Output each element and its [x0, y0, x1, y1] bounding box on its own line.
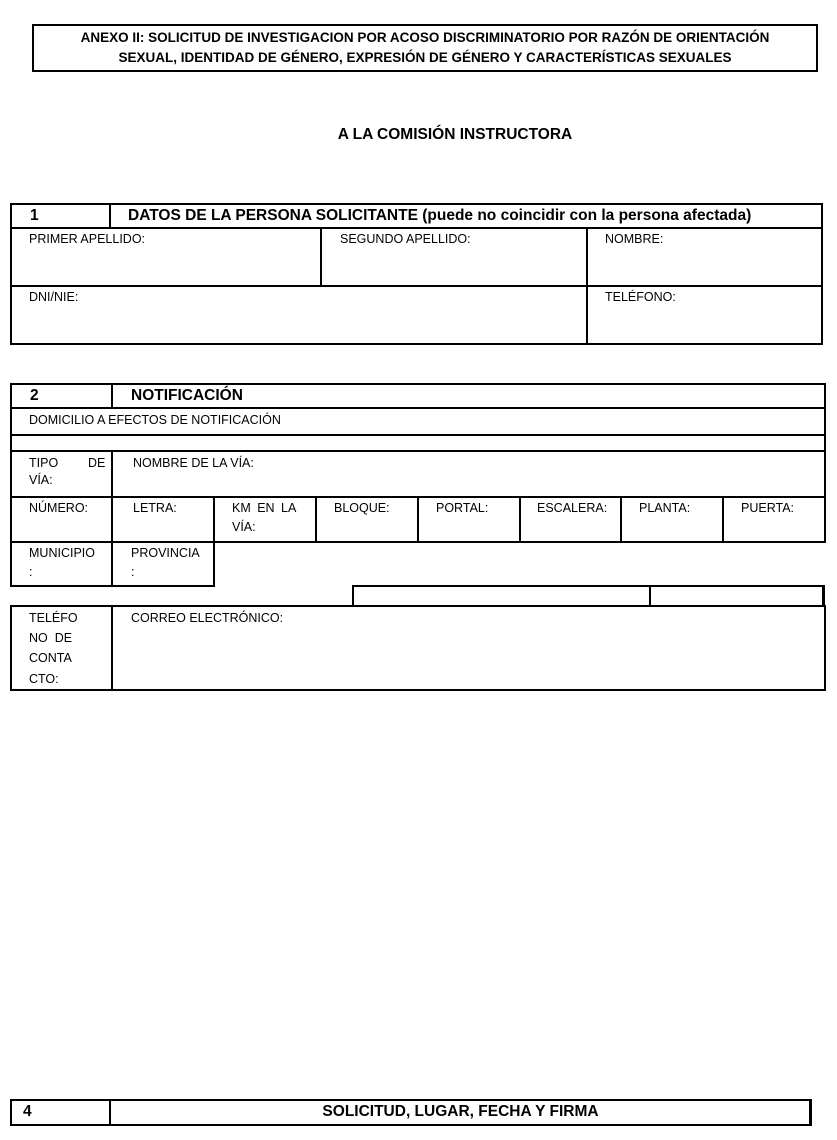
nombre-field[interactable] — [588, 229, 821, 285]
nombre-label: NOMBRE: — [605, 232, 664, 246]
domicilio-blank-row[interactable] — [12, 436, 824, 450]
escalera-field[interactable] — [521, 498, 620, 542]
km-via-label-a: KM EN LA — [232, 501, 297, 515]
tipo-via-label-c: VÍA: — [29, 473, 53, 487]
numero-field[interactable] — [12, 498, 111, 542]
municipio-label-a: MUNICIPIO — [29, 546, 95, 560]
portal-label: PORTAL: — [436, 501, 489, 515]
section1-number: 1 — [30, 207, 39, 224]
document-title-line2: SEXUAL, IDENTIDAD DE GÉNERO, EXPRESIÓN DE GÉNERO Y CARACTERÍSTICAS SEXUALES — [118, 50, 732, 65]
km-via-field[interactable] — [215, 498, 315, 542]
puerta-label: PUERTA: — [741, 501, 795, 515]
section4-title: SOLICITUD, LUGAR, FECHA Y FIRMA — [322, 1103, 599, 1120]
telefono-label: TELÉFONO: — [605, 290, 676, 304]
km-via-label-b: VÍA: — [232, 520, 256, 534]
primer-apellido-label: PRIMER APELLIDO: — [29, 232, 146, 246]
telefono-contacto-label-a: TELÉFO — [29, 611, 78, 625]
segundo-apellido-label: SEGUNDO APELLIDO: — [340, 232, 471, 246]
letra-field[interactable] — [113, 498, 213, 542]
correo-label: CORREO ELECTRÓNICO: — [131, 611, 284, 625]
section4-number: 4 — [23, 1103, 32, 1120]
bloque-field[interactable] — [317, 498, 417, 542]
blank-field-b[interactable] — [651, 587, 821, 605]
dni-nie-label: DNI/NIE: — [29, 290, 79, 304]
tipo-via-field[interactable] — [12, 452, 111, 496]
provincia-label-b: : — [131, 565, 135, 579]
correo-field[interactable] — [113, 607, 824, 689]
tipo-via-label-b: DE — [88, 456, 106, 470]
dni-nie-field[interactable] — [12, 287, 586, 343]
section2-number: 2 — [30, 387, 39, 404]
document-title-line1: ANEXO II: SOLICITUD DE INVESTIGACION POR ACOSO DISCRIMINATORIO POR RAZÓN DE ORIENTACIÓN — [80, 30, 770, 45]
provincia-label-a: PROVINCIA — [131, 546, 200, 560]
puerta-field[interactable] — [724, 498, 824, 542]
primer-apellido-field[interactable] — [12, 229, 320, 285]
tipo-via-label-a: TIPO — [29, 456, 59, 470]
municipio-label-b: : — [29, 565, 33, 579]
bloque-label: BLOQUE: — [334, 501, 390, 515]
escalera-label: ESCALERA: — [537, 501, 608, 515]
planta-field[interactable] — [622, 498, 722, 542]
telefono-field[interactable] — [588, 287, 821, 343]
nombre-via-label: NOMBRE DE LA VÍA: — [133, 456, 254, 470]
document-title-box — [32, 24, 818, 72]
section1-title: DATOS DE LA PERSONA SOLICITANTE (puede no coincidir con la persona afectada) — [128, 207, 752, 224]
planta-label: PLANTA: — [639, 501, 691, 515]
segundo-apellido-field[interactable] — [322, 229, 586, 285]
addressee-heading: A LA COMISIÓN INSTRUCTORA — [337, 126, 573, 143]
telefono-contacto-label-c: CONTA — [29, 651, 72, 665]
nombre-via-field[interactable] — [113, 452, 824, 496]
section1-number-divider — [109, 203, 111, 228]
telefono-contacto-label-b: NO DE — [29, 631, 73, 645]
section2-title: NOTIFICACIÓN — [131, 387, 243, 404]
provincia-field[interactable] — [113, 543, 213, 585]
telefono-contacto-label-d: CTO: — [29, 672, 59, 686]
letra-label: LETRA: — [133, 501, 177, 515]
blank-field-a[interactable] — [354, 587, 649, 605]
numero-label: NÚMERO: — [29, 501, 89, 515]
section2-number-divider — [111, 383, 113, 408]
section2-header-divider — [10, 407, 826, 409]
domicilio-label: DOMICILIO A EFECTOS DE NOTIFICACIÓN — [29, 413, 281, 427]
telefono-contacto-field[interactable] — [12, 607, 111, 689]
municipio-field[interactable] — [12, 543, 111, 585]
portal-field[interactable] — [419, 498, 519, 542]
